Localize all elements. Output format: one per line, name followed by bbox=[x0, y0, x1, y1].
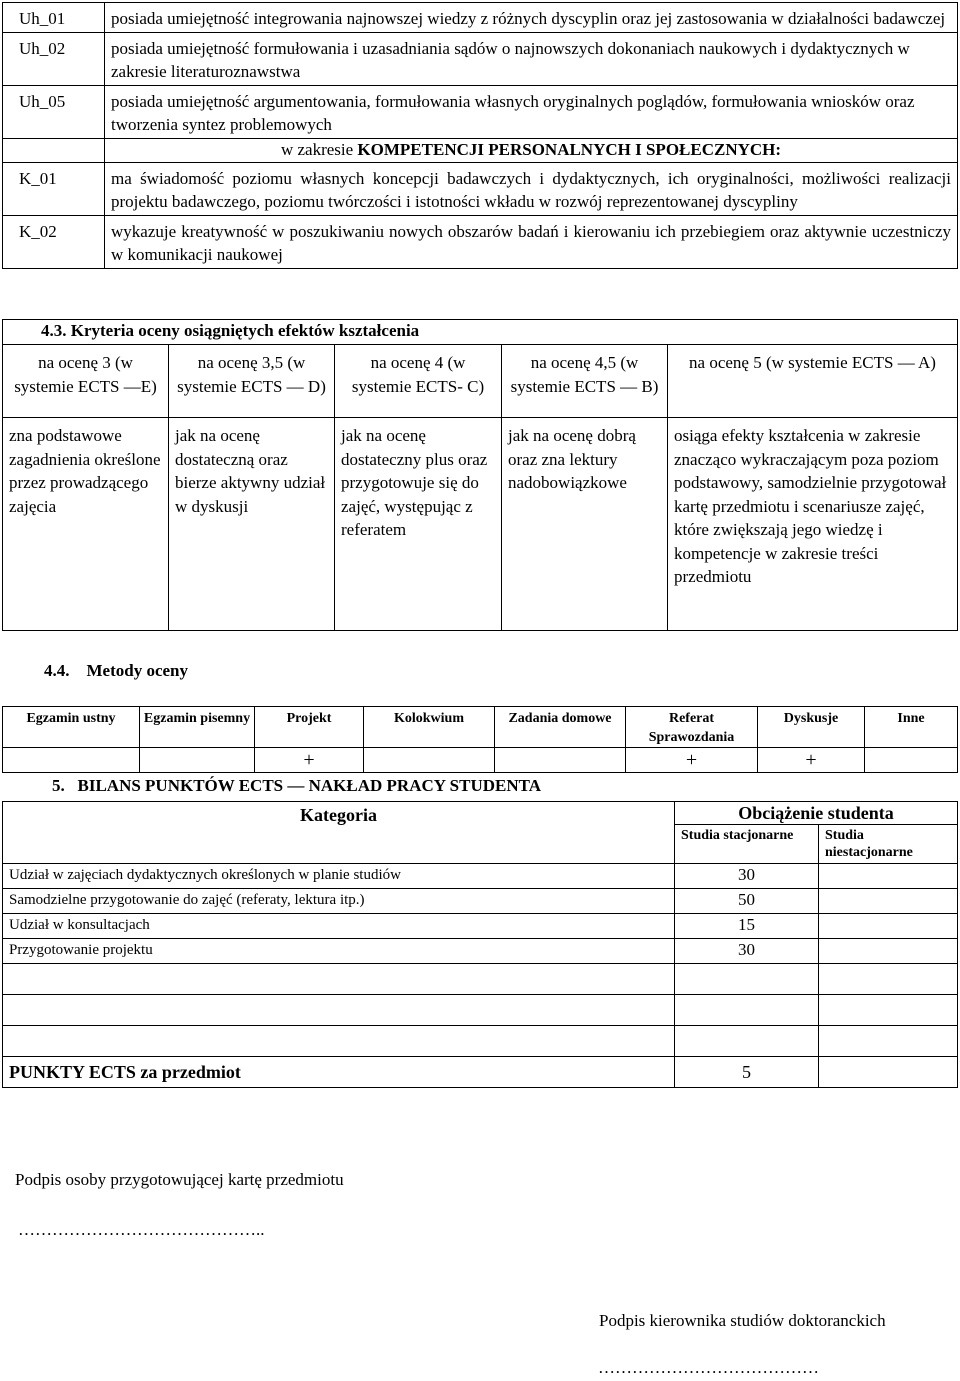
grade-3-header: na ocenę 3 (w systemie ECTS —E) bbox=[3, 345, 169, 418]
learning-effects-table bbox=[2, 2, 958, 269]
empty-cell bbox=[3, 964, 675, 995]
empty-cell bbox=[819, 964, 958, 995]
grade-3-text: zna podstawowe zagadnienia określone przez prowadzącego zajęcia bbox=[3, 418, 169, 631]
preparer-signature-line: …………………………………….. bbox=[18, 1220, 265, 1239]
effect-code: Uh_01 bbox=[3, 3, 105, 33]
criteria-caption-row bbox=[3, 320, 958, 345]
effect-description: posiada umiejętność argumentowania, formułowania własnych oryginalnych poglądów, formułowania wniosków oraz tworzenia syntez problemowych bbox=[105, 86, 958, 139]
empty-cell bbox=[675, 964, 819, 995]
ects-extramural-value bbox=[819, 1057, 958, 1088]
workload-stationary-value: 50 bbox=[675, 889, 819, 914]
grade-3-5-text: jak na ocenę dostateczną oraz bierze aktywny udział w dyskusji bbox=[169, 418, 335, 631]
workload-empty-row bbox=[3, 964, 958, 995]
competence-header-row bbox=[3, 139, 958, 163]
empty-cell bbox=[819, 995, 958, 1026]
ects-workload-table bbox=[2, 801, 958, 1088]
methods-title-number: 4.4. bbox=[44, 661, 70, 680]
grade-4-header: na ocenę 4 (w systemie ECTS- C) bbox=[335, 345, 502, 418]
category-header: Kategoria bbox=[3, 802, 675, 864]
empty-cell bbox=[3, 1026, 675, 1057]
method-inne: Inne bbox=[865, 707, 958, 748]
effect-code: Uh_05 bbox=[3, 86, 105, 139]
grade-4-5-text: jak na ocenę dobrą oraz zna lektury nadobowiązkowe bbox=[502, 418, 668, 631]
ects-value: 5 bbox=[675, 1057, 819, 1088]
competence-header bbox=[105, 139, 958, 163]
mark-egzamin-ustny bbox=[3, 748, 140, 773]
workload-label: Przygotowanie projektu bbox=[3, 939, 675, 964]
grade-4-text: jak na ocenę dostateczny plus oraz przygotowuje się do zajęć, występując z referatem bbox=[335, 418, 502, 631]
mark-dyskusje: + bbox=[758, 748, 865, 773]
workload-row bbox=[3, 864, 958, 889]
effect-description: posiada umiejętność formułowania i uzasadniania sądów o najnowszych dokonaniach naukowych i dydaktycznych w zakresie literaturoznawstwa bbox=[105, 33, 958, 86]
competence-header-code-cell bbox=[3, 139, 105, 163]
empty-cell bbox=[819, 1026, 958, 1057]
mark-inne bbox=[865, 748, 958, 773]
workload-extramural-value bbox=[819, 864, 958, 889]
mark-projekt: + bbox=[255, 748, 364, 773]
effect-row bbox=[3, 3, 958, 33]
effect-description: ma świadomość poziomu własnych koncepcji badawczych i dydaktycznych, ich oryginalności, możliwości realizacji projektu badawczego, poziomu twórczości i istotności wkładu w rozwój reprezentowanej dyscypliny bbox=[105, 163, 958, 216]
workload-title-text: BILANS PUNKTÓW ECTS — NAKŁAD PRACY STUDENTA bbox=[77, 776, 541, 795]
director-signature-label: Podpis kierownika studiów doktoranckich bbox=[599, 1311, 886, 1330]
workload-row bbox=[3, 889, 958, 914]
workload-extramural-value bbox=[819, 939, 958, 964]
mark-referat-sprawozdania: + bbox=[626, 748, 758, 773]
effect-code: K_01 bbox=[3, 163, 105, 216]
workload-stationary-value: 15 bbox=[675, 914, 819, 939]
method-projekt: Projekt bbox=[255, 707, 364, 748]
grade-3-5-header: na ocenę 3,5 (w systemie ECTS — D) bbox=[169, 345, 335, 418]
effect-description: posiada umiejętność integrowania najnowszej wiedzy z różnych dyscyplin oraz jej zastosowania w działalności badawczej bbox=[105, 3, 958, 33]
effect-code: K_02 bbox=[3, 216, 105, 269]
workload-label: Udział w konsultacjach bbox=[3, 914, 675, 939]
workload-stationary-value: 30 bbox=[675, 864, 819, 889]
method-referat-sprawozdania: Referat Sprawozdania bbox=[626, 707, 758, 748]
workload-label: Udział w zajęciach dydaktycznych określonych w planie studiów bbox=[3, 864, 675, 889]
methods-header-row bbox=[3, 707, 958, 748]
method-zadania-domowe: Zadania domowe bbox=[495, 707, 626, 748]
extramural-header: Studia niestacjonarne bbox=[819, 825, 958, 864]
method-dyskusje: Dyskusje bbox=[758, 707, 865, 748]
stationary-header: Studia stacjonarne bbox=[675, 825, 819, 864]
workload-stationary-value: 30 bbox=[675, 939, 819, 964]
effect-description: wykazuje kreatywność w poszukiwaniu nowych obszarów badań i kierowaniu ich przebiegiem oraz aktywnie uczestniczy w komunikacji naukowej bbox=[105, 216, 958, 269]
methods-title bbox=[44, 661, 188, 681]
grade-text-row bbox=[3, 418, 958, 631]
effect-code: Uh_02 bbox=[3, 33, 105, 86]
grade-4-5-header: na ocenę 4,5 (w systemie ECTS — B) bbox=[502, 345, 668, 418]
assessment-methods-table bbox=[2, 706, 958, 773]
grade-5-text: osiąga efekty kształcenia w zakresie znacząco wykraczającym poza poziom podstawowy, samodzielnie przygotował kartę przedmiotu i scenariusze zajęć, które zwiększają jego wiedzę i kompetencje w zakresie treści przedmiotu bbox=[668, 418, 958, 631]
workload-title bbox=[52, 776, 541, 796]
workload-header-row bbox=[3, 802, 958, 825]
workload-row bbox=[3, 914, 958, 939]
workload-label: Samodzielne przygotowanie do zajęć (referaty, lektura itp.) bbox=[3, 889, 675, 914]
empty-cell bbox=[675, 1026, 819, 1057]
method-kolokwium: Kolokwium bbox=[364, 707, 495, 748]
criteria-title: 4.3. Kryteria oceny osiągniętych efektów kształcenia bbox=[3, 320, 958, 345]
workload-empty-row bbox=[3, 1026, 958, 1057]
method-egzamin-pisemny: Egzamin pisemny bbox=[140, 707, 255, 748]
grade-5-header: na ocenę 5 (w systemie ECTS — A) bbox=[668, 345, 958, 418]
workload-extramural-value bbox=[819, 914, 958, 939]
empty-cell bbox=[3, 995, 675, 1026]
workload-empty-row bbox=[3, 995, 958, 1026]
mark-zadania-domowe bbox=[495, 748, 626, 773]
empty-cell bbox=[675, 995, 819, 1026]
methods-marks-row bbox=[3, 748, 958, 773]
preparer-signature-label: Podpis osoby przygotowującej kartę przedmiotu bbox=[15, 1170, 344, 1189]
effect-row bbox=[3, 86, 958, 139]
effect-row bbox=[3, 216, 958, 269]
grading-criteria-table bbox=[2, 319, 958, 631]
workload-extramural-value bbox=[819, 889, 958, 914]
workload-title-number: 5. bbox=[52, 776, 65, 795]
mark-kolokwium bbox=[364, 748, 495, 773]
workload-row bbox=[3, 939, 958, 964]
ects-row bbox=[3, 1057, 958, 1088]
grade-header-row bbox=[3, 345, 958, 418]
ects-label: PUNKTY ECTS za przedmiot bbox=[3, 1057, 675, 1088]
methods-title-text: Metody oceny bbox=[86, 661, 189, 680]
competence-header-title: KOMPETENCJI PERSONALNYCH I SPOŁECZNYCH: bbox=[357, 140, 782, 159]
effect-row bbox=[3, 33, 958, 86]
load-header: Obciążenie studenta bbox=[675, 802, 958, 825]
competence-header-prefix: w zakresie bbox=[280, 140, 358, 159]
method-egzamin-ustny: Egzamin ustny bbox=[3, 707, 140, 748]
effect-row bbox=[3, 163, 958, 216]
director-signature-line: ………………………………… bbox=[598, 1358, 819, 1377]
mark-egzamin-pisemny bbox=[140, 748, 255, 773]
